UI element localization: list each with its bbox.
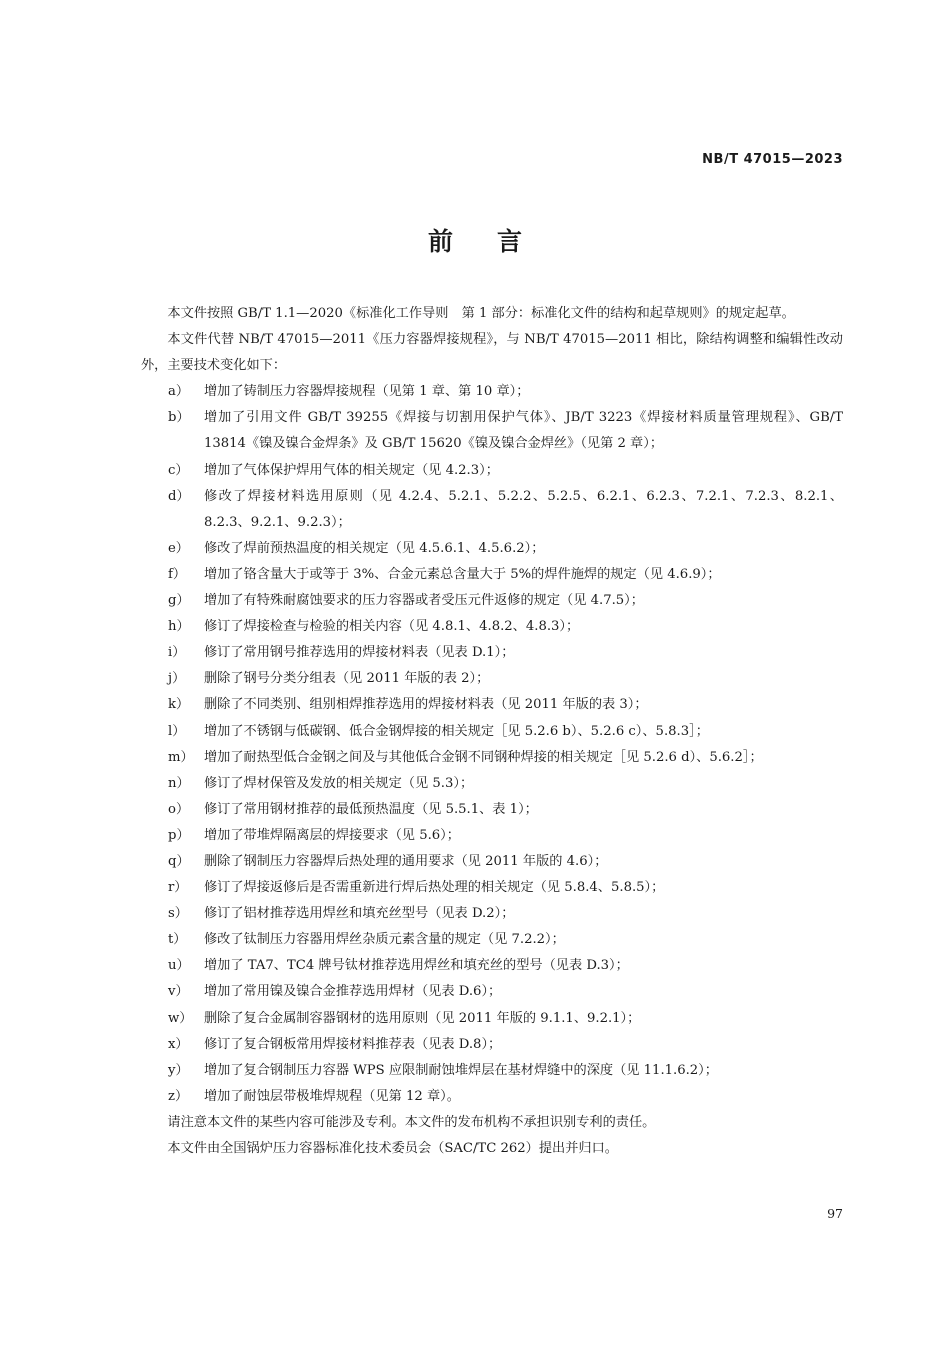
list-item <box>168 1032 843 1058</box>
list-item-text: 增加了复合钢制压力容器 WPS 应限制耐蚀堆焊层在基材焊缝中的深度（见 11.1.6.2）； <box>204 1062 718 1078</box>
standard-code: NB/T 47015—2023 <box>702 152 843 167</box>
list-item-text: 增加了耐热型低合金钢之间及与其他低合金钢不同钢种焊接的相关规定［见 5.2.6 d）、5.6.2］； <box>204 749 763 765</box>
list-item-label: o） <box>168 801 190 817</box>
list-item-label: r） <box>168 880 188 896</box>
list-item-text: 修订了焊接返修后是否需重新进行焊后热处理的相关规定（见 5.8.4、5.8.5）； <box>204 880 665 896</box>
list-item-label: z） <box>168 1088 189 1104</box>
list-item-label: h） <box>168 619 190 635</box>
list-item-text: 删除了复合金属制容器钢材的选用原则（见 2011 年版的 9.1.1、9.2.1）； <box>204 1010 641 1026</box>
list-item <box>168 1006 843 1032</box>
list-item <box>168 719 843 745</box>
list-item <box>168 979 843 1005</box>
list-item <box>168 588 843 614</box>
list-item-text: 修订了铝材推荐选用焊丝和填充丝型号（见表 D.2）； <box>204 906 515 922</box>
list-item-label: w） <box>168 1010 193 1026</box>
list-item <box>168 536 843 562</box>
intro-paragraph: 本文件代替 NB/T 47015—2011《压力容器焊接规程》，与 NB/T 47015—2011 相比，除结构调整和编辑性改动外，主要技术变化如下： <box>141 332 843 374</box>
list-item <box>168 405 843 457</box>
list-item <box>168 953 843 979</box>
list-item-text: 增加了铬含量大于或等于 3%、合金元素总含量大于 5%的焊件施焊的规定（见 4.6.9）； <box>204 566 721 582</box>
list-item-label: n） <box>168 775 190 791</box>
list-item-text: 增加了 TA7、TC4 牌号钛材推荐选用焊丝和填充丝的型号（见表 D.3）； <box>204 958 629 974</box>
closing-paragraph: 请注意本文件的某些内容可能涉及专利。本文件的发布机构不承担识别专利的责任。 <box>167 1114 656 1130</box>
list-item <box>168 1058 843 1084</box>
list-item-label: g） <box>168 593 190 609</box>
list-item <box>168 666 843 692</box>
list-item-label: v） <box>168 984 189 1000</box>
list-item <box>168 484 843 536</box>
list-item-label: d） <box>168 488 190 504</box>
list-item-label: u） <box>168 958 190 974</box>
list-item-label: s） <box>168 906 188 922</box>
page-title: 前言 <box>427 227 566 256</box>
list-item-label: y） <box>168 1062 189 1078</box>
list-item-text: 删除了不同类别、组别相焊推荐选用的焊接材料表（见 2011 年版的表 3）； <box>204 697 648 713</box>
list-item <box>168 379 843 405</box>
list-item-text: 删除了钢制压力容器焊后热处理的通用要求（见 2011 年版的 4.6）； <box>204 853 608 869</box>
list-item <box>168 692 843 718</box>
list-item-label: x） <box>168 1036 189 1052</box>
list-item-label: a） <box>168 384 190 400</box>
list-item-label: p） <box>168 827 190 843</box>
list-item-text: 修改了焊前预热温度的相关规定（见 4.5.6.1、4.5.6.2）； <box>204 540 545 556</box>
list-item <box>168 562 843 588</box>
list-item-text: 修改了钛制压力容器用焊丝杂质元素含量的规定（见 7.2.2）； <box>204 932 565 948</box>
list-item-text: 增加了引用文件 GB/T 39255《焊接与切割用保护气体》、JB/T 3223《焊接材料质量管理规程》、GB/T 13814《镍及镍合金焊条》及 GB/T 15620《镍及镍合金焊丝》（见第 2 章）； <box>204 410 843 452</box>
list-item-text: 增加了常用镍及镍合金推荐选用焊材（见表 D.6）； <box>204 984 502 1000</box>
list-item <box>168 927 843 953</box>
list-item-text: 增加了有特殊耐腐蚀要求的压力容器或者受压元件返修的规定（见 4.7.5）； <box>204 593 644 609</box>
list-item-label: e） <box>168 540 189 556</box>
list-item <box>168 614 843 640</box>
list-item <box>168 458 843 484</box>
list-item <box>168 823 843 849</box>
list-item <box>168 849 843 875</box>
list-item-label: k） <box>168 697 190 713</box>
list-item-text: 增加了耐蚀层带极堆焊规程（见第 12 章）。 <box>204 1088 460 1104</box>
changes-list <box>141 379 843 1110</box>
list-item-label: t） <box>168 932 187 948</box>
list-item-text: 修订了常用钢材推荐的最低预热温度（见 5.5.1、表 1）； <box>204 801 538 817</box>
closing-paragraph: 本文件由全国锅炉压力容器标准化技术委员会（SAC/TC 262）提出并归口。 <box>167 1141 618 1156</box>
list-item-text: 修订了焊接检查与检验的相关内容（见 4.8.1、4.8.2、4.8.3）； <box>204 619 580 635</box>
list-item-text: 修改了焊接材料选用原则（见 4.2.4、5.2.1、5.2.2、5.2.5、6.2.1、6.2.3、7.2.1、7.2.3、8.2.1、8.2.3、9.2.1、9.2.3）； <box>204 488 843 530</box>
list-item-text: 增加了铸制压力容器焊接规程（见第 1 章、第 10 章）； <box>204 384 530 400</box>
list-item-label: c） <box>168 462 189 478</box>
intro-paragraph: 本文件按照 GB/T 1.1—2020《标准化工作导则 第 1 部分：标准化文件的结构和起草规则》的规定起草。 <box>167 306 795 321</box>
page-number: 97 <box>827 1206 843 1221</box>
list-item-text: 删除了钢号分类分组表（见 2011 年版的表 2）； <box>204 671 490 687</box>
list-item <box>168 745 843 771</box>
list-item-label: m） <box>168 749 194 765</box>
list-item-label: q） <box>168 853 190 869</box>
list-item-label: j） <box>168 671 186 687</box>
list-item-text: 修订了焊材保管及发放的相关规定（见 5.3）； <box>204 775 474 791</box>
list-item-label: i） <box>168 645 186 661</box>
list-item-label: b） <box>168 410 190 426</box>
list-item <box>168 1084 843 1110</box>
list-item <box>168 640 843 666</box>
list-item-text: 增加了不锈钢与低碳钢、低合金钢焊接的相关规定［见 5.2.6 b）、5.2.6 c）、5.8.3］； <box>204 723 709 739</box>
foreword-body <box>141 301 843 1162</box>
list-item <box>168 771 843 797</box>
list-item-text: 修订了复合钢板常用焊接材料推荐表（见表 D.8）； <box>204 1036 502 1052</box>
list-item <box>168 797 843 823</box>
list-item-label: l） <box>168 723 186 739</box>
list-item-text: 增加了气体保护焊用气体的相关规定（见 4.2.3）； <box>204 462 499 478</box>
list-item <box>168 901 843 927</box>
list-item <box>168 875 843 901</box>
list-item-label: f） <box>168 566 187 582</box>
list-item-text: 增加了带堆焊隔离层的焊接要求（见 5.6）； <box>204 827 460 843</box>
list-item-text: 修订了常用钢号推荐选用的焊接材料表（见表 D.1）； <box>204 645 515 661</box>
